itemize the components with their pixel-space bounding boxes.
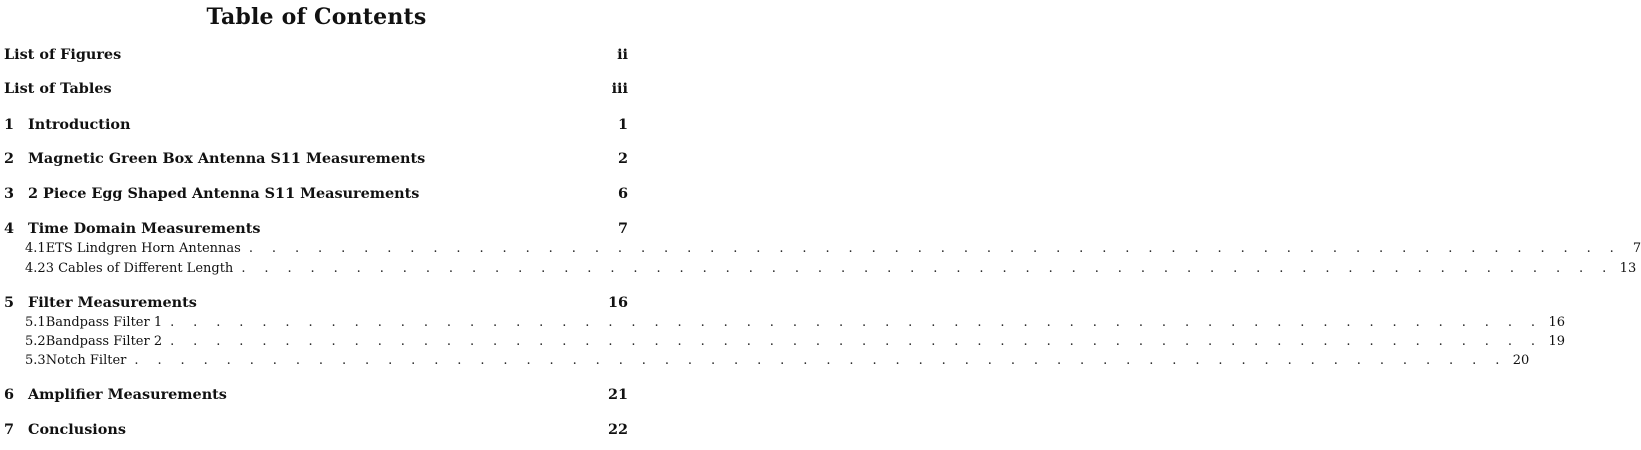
page-title: Table of Contents: [206, 4, 427, 30]
toc-section-5-2[interactable]: [4, 334, 1566, 349]
section-number: 5.1: [25, 315, 46, 330]
toc-entry-label: List of Tables: [4, 80, 112, 97]
chapter-title: Amplifier Measurements: [28, 386, 227, 403]
toc-section-5-1[interactable]: [4, 315, 1566, 330]
toc-page-number: 22: [607, 421, 628, 438]
toc-entry-list-of-figures[interactable]: [4, 46, 628, 63]
section-title: ETS Lindgren Horn Antennas: [45, 241, 241, 256]
chapter-title: Filter Measurements: [28, 294, 197, 311]
toc-chapter-1[interactable]: [4, 116, 628, 133]
toc-page-number: 6: [617, 185, 628, 202]
toc-entry-list-of-tables[interactable]: [4, 80, 628, 97]
section-number: 4.1: [25, 241, 46, 256]
toc-page-number: 20: [1512, 353, 1530, 368]
toc-page-number: 13: [1619, 261, 1637, 276]
toc-page-number: 16: [1548, 315, 1566, 330]
toc-page-number: 2: [617, 150, 628, 167]
toc-chapter-7[interactable]: [4, 421, 628, 438]
chapter-number: 6: [4, 386, 15, 403]
dot-leader: . . . . . . . . . . . . . . . . . . . . . . . . . . . . . . . . . . . . . . . . . . . . . . . . . . . . . . . . . . . .: [248, 241, 1622, 256]
chapter-number: 1: [4, 116, 15, 133]
chapter-number: 7: [4, 421, 15, 438]
toc-chapter-6[interactable]: [4, 386, 628, 403]
chapter-title: Time Domain Measurements: [28, 220, 261, 237]
section-title: 3 Cables of Different Length: [45, 261, 234, 276]
chapter-number: 2: [4, 150, 15, 167]
section-number: 5.3: [25, 353, 46, 368]
section-title: Bandpass Filter 1: [45, 315, 163, 330]
toc-page-number: 1: [617, 116, 628, 133]
section-title: Bandpass Filter 2: [45, 334, 163, 349]
toc-page-number: 21: [607, 386, 628, 403]
toc-page-number: 19: [1548, 334, 1566, 349]
toc-entry-label: List of Figures: [4, 46, 122, 63]
toc-page-number: ii: [617, 46, 628, 63]
chapter-title: Introduction: [28, 116, 131, 133]
chapter-number: 3: [4, 185, 15, 202]
toc-chapter-2[interactable]: [4, 150, 628, 167]
section-title: Notch Filter: [45, 353, 127, 368]
toc-chapter-3[interactable]: [4, 185, 628, 202]
toc-chapter-5[interactable]: [4, 294, 628, 311]
section-number: 5.2: [25, 334, 46, 349]
chapter-title: 2 Piece Egg Shaped Antenna S11 Measurements: [28, 185, 420, 202]
toc-section-4-1[interactable]: [4, 241, 1641, 256]
toc-page-number: 7: [1632, 241, 1641, 256]
section-number: 4.2: [25, 261, 46, 276]
dot-leader: . . . . . . . . . . . . . . . . . . . . . . . . . . . . . . . . . . . . . . . . . . . . . . . . . . . . . . . . . . . .: [170, 334, 1543, 349]
chapter-title: Magnetic Green Box Antenna S11 Measurements: [28, 150, 426, 167]
toc-section-4-2[interactable]: [4, 261, 1637, 276]
chapter-title: Conclusions: [28, 421, 126, 438]
dot-leader: . . . . . . . . . . . . . . . . . . . . . . . . . . . . . . . . . . . . . . . . . . . . . . . . . . . . . . . . . . . .: [134, 353, 1507, 368]
toc-page-number: iii: [611, 80, 628, 97]
chapter-number: 4: [4, 220, 15, 237]
dot-leader: . . . . . . . . . . . . . . . . . . . . . . . . . . . . . . . . . . . . . . . . . . . . . . . . . . . . . . . . . . . .: [241, 261, 1614, 276]
toc-chapter-4[interactable]: [4, 220, 628, 237]
dot-leader: . . . . . . . . . . . . . . . . . . . . . . . . . . . . . . . . . . . . . . . . . . . . . . . . . . . . . . . . . . . .: [170, 315, 1543, 330]
toc-section-5-3[interactable]: [4, 353, 1530, 368]
toc-page-number: 16: [607, 294, 628, 311]
toc-page-number: 7: [617, 220, 628, 237]
chapter-number: 5: [4, 294, 15, 311]
